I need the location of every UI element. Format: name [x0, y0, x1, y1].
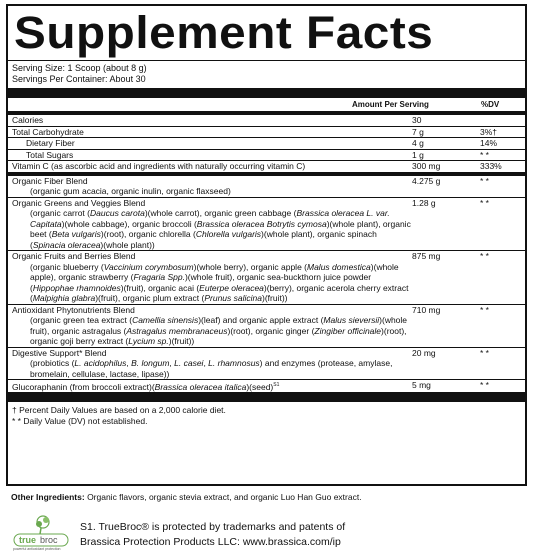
blend-ingredients: (organic carrot (Daucus carota)(whole carrot), organic green cabbage (Brassica oleracea L. var. Capitata)(whole cabbage), organic broccoli (Brassica oleracea Botrytis cymosa)(whole plant), organic beet (Beta vulgaris)(root), organic chlorella (Chlorella vulgaris)(whole plant), organic spinach (Spinacia oleracea)(whole plant)): [30, 208, 411, 250]
nutrient-name: Total Sugars: [26, 149, 74, 160]
thick-divider-bottom: [8, 392, 525, 402]
serving-size: Serving Size: 1 Scoop (about 8 g): [12, 63, 147, 73]
nutrient-amount: 1 g: [412, 149, 424, 160]
trademark-line-1: S1. TrueBroc® is protected by trademarks and patents of: [80, 521, 346, 533]
nutrient-amount: 7 g: [412, 126, 424, 137]
nutrient-amount: 300 mg: [412, 161, 441, 171]
nutrient-name: Organic Fiber Blend (organic gum acacia, organic inulin, organic flaxseed): [8, 176, 412, 197]
nutrient-amount: 4 g: [412, 138, 424, 148]
nutrient-amount: 5 mg: [412, 380, 431, 390]
nutrient-dv: 3%†: [480, 126, 498, 137]
nutrient-amount: 20 mg: [412, 347, 436, 358]
trademark-notice: [80, 520, 345, 550]
nutrient-name: Antioxidant Phytonutrients Blend (organic green tea extract (Camellia sinensis)(leaf) and organic apple extract (Malus sieversii)(whole fruit), organic astragalus (Astragalus membranaceus)(root), organic ginger (Zingiber officinale)(root), organic goji berry extract (Lycium sp.)(fruit)): [8, 305, 412, 347]
nutrient-dv: * *: [480, 347, 489, 358]
nutrient-name: Vitamin C (as ascorbic acid and ingredients with naturally occurring vitamin C): [12, 161, 306, 171]
amount-per-serving-label: Amount Per Serving: [352, 100, 429, 109]
nutrient-dv: * *: [480, 149, 489, 160]
nutrient-row: [8, 197, 525, 251]
nutrient-row: [8, 137, 525, 149]
other-ingredients-text: Organic flavors, organic stevia extract, and organic Luo Han Guo extract.: [87, 492, 362, 502]
footnote-dv: † Percent Daily Values are based on a 2,000 calorie diet.: [12, 405, 226, 416]
blend-ingredients: (organic green tea extract (Camellia sinensis)(leaf) and organic apple extract (Malus sieversii)(whole fruit), organic astragalus (Astragalus membranaceus)(root), organic ginger (Zingiber officinale)(root), organic goji berry extract (Lycium sp.)(fruit)): [30, 315, 408, 346]
other-ingredients-label: Other Ingredients:: [11, 492, 85, 502]
nutrient-row: [8, 160, 525, 172]
nutrient-row: [8, 347, 525, 380]
nutrient-name: Organic Greens and Veggies Blend (organic carrot (Daucus carota)(whole carrot), organic green cabbage (Brassica oleracea L. var. Capitata)(whole cabbage), organic broccoli (Brassica oleracea Botrytis cymosa)(whole plant), organic beet (Beta vulgaris)(root), organic chlorella (Chlorella vulgaris)(whole plant), organic spinach (Spinacia oleracea)(whole plant)): [12, 197, 411, 250]
nutrient-row: [8, 126, 525, 138]
amount-header: [8, 98, 525, 111]
nutrient-row: [8, 149, 525, 161]
truebroc-logo: [13, 514, 69, 554]
nutrient-name: Dietary Fiber: [26, 138, 75, 148]
nutrient-amount: 710 mg: [412, 304, 441, 315]
other-ingredients: [11, 492, 362, 502]
blend-ingredients: (probiotics (L. acidophilus, B. longum, L. casei, L. rhamnosus) and enzymes (protease, amylase, bromelain, cellulase, lactase, lipase)): [30, 358, 393, 379]
logo-tagline: powerful antioxidant protection: [13, 547, 61, 551]
nutrient-amount: 30: [412, 115, 422, 125]
nutrient-row: [8, 250, 525, 304]
nutrient-amount: 875 mg: [412, 251, 441, 261]
nutrient-rows: [8, 115, 525, 392]
logo-true: true: [19, 535, 37, 545]
nutrient-dv: * *: [480, 197, 489, 208]
supplement-facts-panel: [6, 4, 527, 486]
nutrient-name: Calories: [12, 115, 44, 125]
trademark-line-2: Brassica Protection Products LLC: www.brassica.com/ip: [80, 536, 341, 548]
nutrient-name: Total Carbohydrate: [12, 126, 84, 137]
dv-label: %DV: [481, 100, 500, 109]
nutrient-row: [8, 379, 525, 392]
nutrient-dv: * *: [480, 380, 489, 390]
nutrient-dv: * *: [480, 251, 489, 261]
nutrient-row: [8, 172, 525, 197]
nutrient-name: Digestive Support* Blend (probiotics (L. acidophilus, B. longum, L. casei, L. rhamnosus) and enzymes (protease, amylase, bromelain, cellulase, lactase, lipase)): [8, 348, 412, 380]
blend-ingredients: (organic blueberry (Vaccinium corymbosum)(whole berry), organic apple (Malus domestica)(whole apple), organic strawberry (Fragaria Spp.)(whole fruit), organic sea-buckthorn juice powder (Hippophae rhamnoides)(fruit), organic acai (Euterpe oleracea)(berry), organic acerola cherry extract (Malpighia glabra)(fruit), organic plum extract (Prunus salicina)(fruit)): [30, 261, 409, 303]
nutrient-dv: * *: [480, 175, 489, 186]
nutrient-name: Organic Fruits and Berries Blend (organic blueberry (Vaccinium corymbosum)(whole berry), organic apple (Malus domestica)(whole apple), organic strawberry (Fragaria Spp.)(whole fruit), organic sea-buckthorn juice powder (Hippophae rhamnoides)(fruit), organic acai (Euterpe oleracea)(berry), organic acerola cherry extract (Malpighia glabra)(fruit), organic plum extract (Prunus salicina)(fruit)): [8, 251, 412, 304]
nutrient-amount: 4.275 g: [412, 175, 441, 186]
blend-ingredients: (organic gum acacia, organic inulin, organic flaxseed): [30, 186, 231, 196]
nutrient-dv: 333%: [480, 161, 502, 171]
footnote-not-established: * * Daily Value (DV) not established.: [12, 415, 148, 426]
panel-title: Supplement Facts: [14, 7, 434, 58]
thick-divider: [8, 88, 525, 98]
logo-broc: broc: [40, 535, 58, 545]
nutrient-dv: [480, 115, 525, 126]
nutrient-amount: 1.28 g: [412, 197, 436, 208]
servings-per-container: Servings Per Container: About 30: [12, 74, 146, 84]
nutrient-name: Glucoraphanin (from broccoli extract)(Brassica oleracea italica)(seed)$^{S1}$: [12, 381, 280, 392]
nutrient-dv: 14%: [480, 138, 498, 148]
nutrient-row: [8, 115, 525, 126]
nutrient-dv: * *: [480, 304, 489, 315]
nutrient-row: [8, 304, 525, 347]
